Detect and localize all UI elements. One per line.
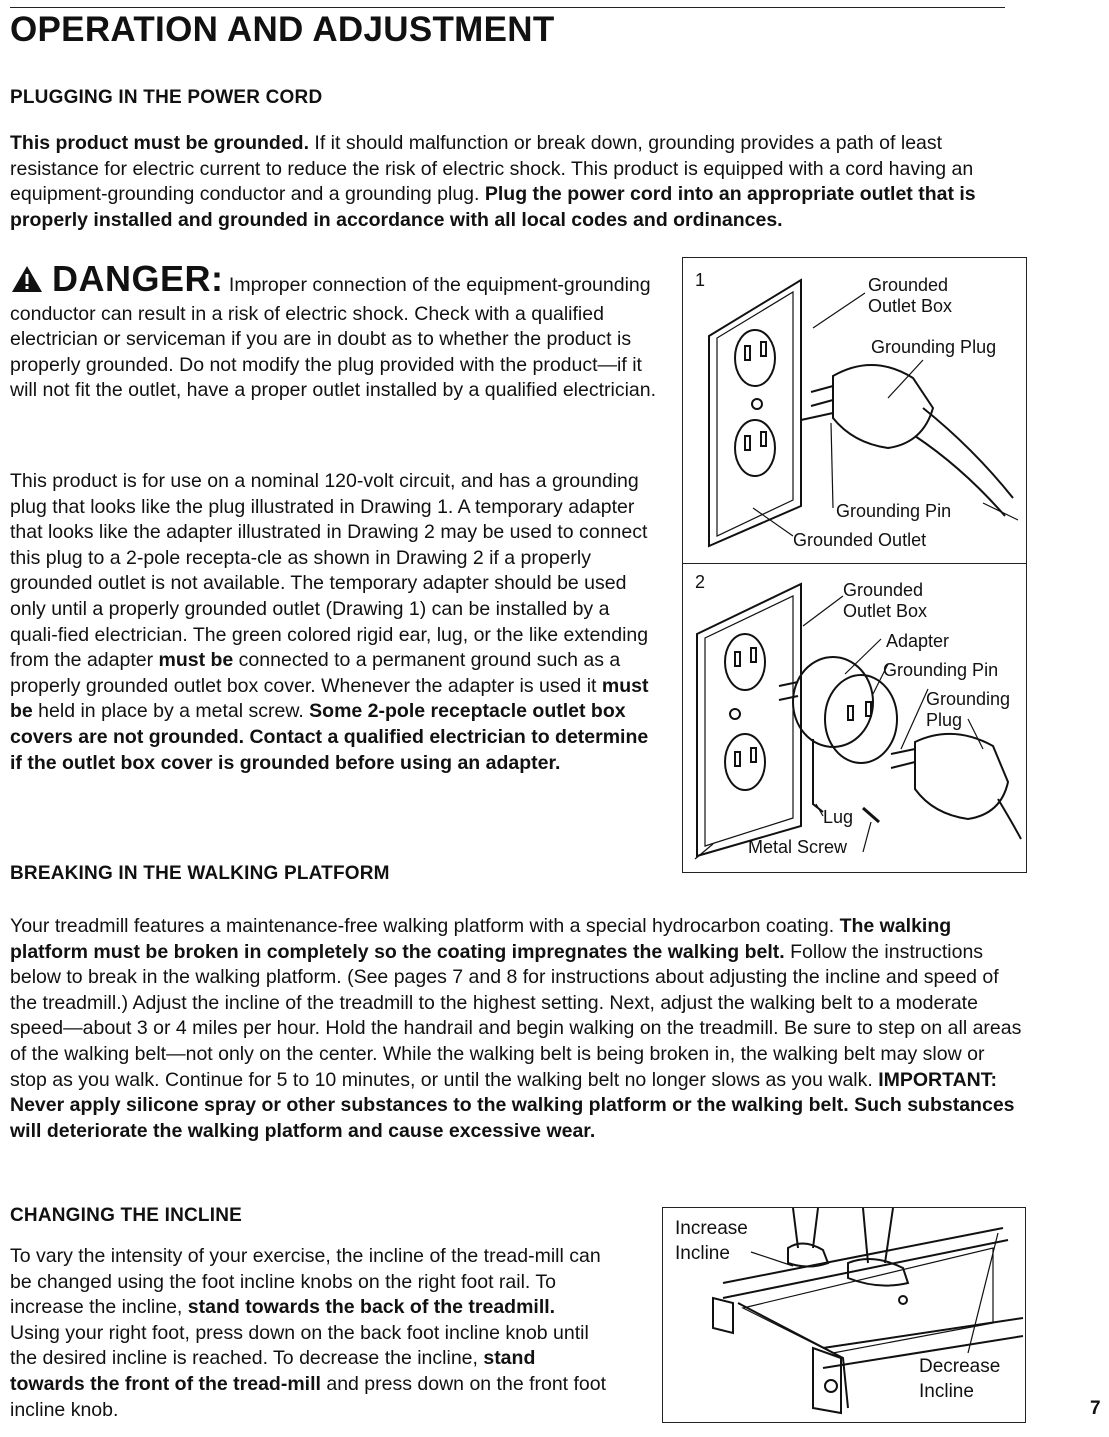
warning-triangle-icon bbox=[10, 264, 44, 302]
incline-figure bbox=[662, 1207, 1026, 1423]
grounding-text: If it should malfunction or break down, grounding provides a path of least resistance for electric current to reduce the risk of electric shock. This product is equipped with a cord having an equipment-grounding conductor and a grounding plug. bbox=[10, 132, 974, 206]
power-cord-heading: PLUGGING IN THE POWER CORD bbox=[10, 87, 323, 108]
incline-text-3: and press down on the front foot incline knob. bbox=[10, 1372, 607, 1421]
breaking-in-heading: BREAKING IN THE WALKING PLATFORM bbox=[10, 863, 390, 884]
danger-label: DANGER: bbox=[52, 258, 224, 299]
drawing-2-label-screw: Metal Screw bbox=[748, 837, 848, 857]
drawing-1 bbox=[682, 257, 1027, 565]
incline-heading: CHANGING THE INCLINE bbox=[10, 1205, 242, 1226]
drawing-2-label-box-2: Outlet Box bbox=[843, 601, 928, 621]
drawing-2 bbox=[682, 563, 1027, 873]
incline-text-2: Using your right foot, press down on the back foot incline knob until the desired incline is reached. To decrease the incline, bbox=[10, 1321, 589, 1370]
incline-fig-increase-1: Increase bbox=[675, 1218, 748, 1239]
drawing-1-number: 1 bbox=[695, 270, 706, 290]
drawing-2-label-plug-2: Plug bbox=[926, 710, 963, 730]
top-rule bbox=[10, 7, 1005, 8]
drawing-1-label-outlet: Grounded Outlet bbox=[793, 530, 927, 550]
drawing-2-label-plug-1: Grounding bbox=[926, 689, 1011, 709]
grounding-bold-lead: This product must be grounded. bbox=[10, 132, 309, 154]
adapter-bold-2: must be bbox=[10, 674, 649, 723]
adapter-text-1: This product is for use on a nominal 120-volt circuit, and has a grounding plug that looks like the plug illustrated in Drawing 1. A temporary adapter that looks like the adapter illustrated in Drawing 2 may be used to connect this plug to a 2-pole recepta-cle as shown in Drawing 2 if a properly grounded outlet is not available. The temporary adapter should be used only until a properly grounded outlet (Drawing 1) can be installed by a quali-fied electrician. The green colored rigid ear, lug, or the like extending from the adapter bbox=[10, 470, 649, 672]
drawing-2-label-adapter: Adapter bbox=[886, 631, 950, 651]
adapter-text-3: held in place by a metal screw. bbox=[32, 700, 310, 723]
breaking-in-bold-1: The walking platform must be broken in completely so the coating impregnates the walking belt. bbox=[10, 915, 952, 963]
breaking-in-paragraph bbox=[10, 914, 1025, 1144]
page-number: 7 bbox=[1090, 1398, 1101, 1419]
incline-fig-decrease-2: Incline bbox=[919, 1381, 974, 1402]
incline-bold-1: stand towards the back of the treadmill. bbox=[187, 1296, 556, 1319]
adapter-bold-1: must be bbox=[158, 649, 234, 672]
breaking-in-text-2: Follow the instructions below to break in the walking platform. (See pages 7 and 8 for instructions about adjusting the incline and speed of the treadmill.) Adjust the incline of the treadmill to the highest setting. Next, adjust the walking belt to a moderate speed—about 3 or 4 miles per hour. Hold the handrail and begin walking on the treadmill. Be sure to step on all areas of the walking belt—not only on the center. While the walking belt is being broken in, the walking belt may slow or stop as you walk. Continue for 5 to 10 minutes, or until the walking belt no longer slows as you walk. bbox=[10, 940, 1022, 1091]
incline-bold-2: stand towards the front of the tread-mill bbox=[10, 1347, 536, 1395]
breaking-in-important: IMPORTANT: Never apply silicone spray or other substances to the walking platform or the walking belt. Such substances will deteriorate the walking platform and cause excessive wear. bbox=[10, 1068, 1015, 1142]
drawing-1-label-box-2: Outlet Box bbox=[868, 296, 953, 316]
drawing-2-label-lug: Lug bbox=[823, 807, 854, 827]
drawing-2-number: 2 bbox=[695, 572, 706, 592]
drawing-1-label-box-1: Grounded bbox=[868, 275, 949, 295]
adapter-text-2: connected to a permanent ground such as a properly grounded outlet box cover. Whenever the adapter is used it bbox=[10, 649, 621, 697]
incline-text-1: To vary the intensity of your exercise, the incline of the tread-mill can be changed using the foot incline knobs on the right foot rail. To increase the incline, bbox=[10, 1245, 601, 1319]
drawing-1-label-plug: Grounding Plug bbox=[871, 337, 997, 357]
drawing-2-label-box-1: Grounded bbox=[843, 580, 924, 600]
incline-fig-decrease-1: Decrease bbox=[919, 1356, 1001, 1377]
danger-paragraph bbox=[10, 258, 660, 404]
page-title: OPERATION AND ADJUSTMENT bbox=[10, 10, 555, 49]
breaking-in-text-1: Your treadmill features a maintenance-free walking platform with a special hydrocarbon coating. bbox=[10, 915, 840, 937]
drawing-2-label-pin: Grounding Pin bbox=[883, 660, 999, 680]
adapter-paragraph bbox=[10, 469, 660, 776]
danger-text: Improper connection of the equipment-grounding conductor can result in a risk of electric shock. Check with a qualified electrician or serviceman if you are in doubt as to whether the product is properly grounded. Do not modify the plug provided with the product—if it will not fit the outlet, have a proper outlet installed by a qualified electrician. bbox=[10, 274, 657, 402]
grounding-bold-instruction: Plug the power cord into an appropriate outlet that is properly installed and grounded in accordance with all local codes and ordinances. bbox=[10, 183, 976, 231]
incline-paragraph bbox=[10, 1244, 610, 1423]
incline-fig-increase-2: Incline bbox=[675, 1243, 730, 1264]
drawing-1-label-pin: Grounding Pin bbox=[836, 501, 952, 521]
adapter-bold-warning: Some 2-pole receptacle outlet box covers are not grounded. Contact a qualified electrician to determine if the outlet box cover is grounded before using an adapter. bbox=[10, 700, 649, 774]
grounding-paragraph bbox=[10, 131, 1020, 233]
